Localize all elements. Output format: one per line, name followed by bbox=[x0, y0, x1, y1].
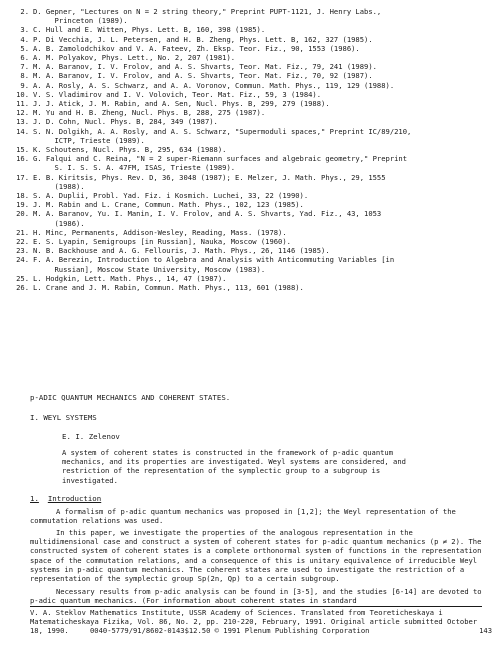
reference-number: 6. bbox=[20, 53, 29, 63]
reference-item bbox=[10, 283, 490, 292]
reference-number: 3. bbox=[20, 25, 29, 35]
footnote-rule bbox=[30, 606, 482, 607]
reference-item bbox=[10, 25, 490, 34]
reference-item bbox=[10, 99, 490, 108]
reference-number: 18. bbox=[16, 191, 29, 201]
paragraph-3-text: Necessary results from p-adic analysis can be found in [3-5], and the studies [6-14] are devoted to p-adic quantum mechanics. (For information about coherent states in standard bbox=[30, 587, 482, 606]
reference-item bbox=[10, 145, 490, 154]
intro-title: Introduction bbox=[47, 494, 102, 503]
reference-item bbox=[10, 53, 490, 62]
reference-item bbox=[10, 44, 490, 53]
reference-number: 11. bbox=[16, 99, 29, 109]
reference-text: L. Crane and J. M. Rabin, Commun. Math. Phys., 113, 601 (1988). bbox=[33, 283, 304, 293]
copyright-line: 0040-5779/91/8602-0143$12.50 © 1991 Plenum Publishing Corporation bbox=[90, 626, 370, 635]
reference-number: 20. bbox=[16, 209, 29, 219]
reference-text: V. S. Vladimirov and I. V. Volovich, Teor. Mat. Fiz., 59, 3 (1984). bbox=[33, 89, 322, 99]
reference-text: A. M. Polyakov, Phys. Lett., No. 2, 207 (1981). bbox=[33, 53, 236, 63]
reference-number: 9. bbox=[20, 80, 29, 90]
reference-item bbox=[10, 209, 490, 227]
reference-item bbox=[10, 71, 490, 80]
reference-text: E. S. Lyapin, Semigroups [in Russian], Nauka, Moscow (1960). bbox=[33, 237, 291, 247]
reference-item bbox=[10, 62, 490, 71]
reference-item bbox=[10, 173, 490, 191]
reference-item bbox=[10, 255, 490, 273]
reference-text: P. Di Vecchia, J. L. Petersen, and H. B. Zheng, Phys. Lett. B, 162, 327 (1985). bbox=[33, 34, 373, 44]
reference-item bbox=[10, 246, 490, 255]
reference-item bbox=[10, 90, 490, 99]
intro-number: 1. bbox=[30, 494, 39, 503]
paragraph-2 bbox=[30, 528, 482, 583]
reference-number: 5. bbox=[20, 43, 29, 53]
reference-text: M. Yu and H. B. Zheng, Nucl. Phys. B, 288, 275 (1987). bbox=[33, 108, 266, 118]
reference-text: S. N. Dolgikh, A. A. Rosly, and A. S. Schwarz, "Supermoduli spaces," Preprint IC/89/210, ICTP, Trieste (1989). bbox=[33, 126, 412, 145]
reference-number: 19. bbox=[16, 200, 29, 210]
reference-number: 16. bbox=[16, 154, 29, 164]
reference-number: 25. bbox=[16, 273, 29, 283]
page-footer bbox=[30, 626, 492, 635]
reference-text: H. Minc, Permanents, Addison-Wesley, Reading, Mass. (1978). bbox=[33, 227, 287, 237]
intro-heading bbox=[30, 494, 101, 503]
reference-item bbox=[10, 237, 490, 246]
reference-item bbox=[10, 81, 490, 90]
paragraph-2-text: In this paper, we investigate the properties of the analogous representation in the multidimensional case and construct a system of coherent states for p-adic quantum mechanics (p ≠ 2). The constructed system of coherent states is a complete orthonormal system of functions in the representation space of the commutation relations, and a consequence of this is unitary equivalence of irreducible Weyl systems in p-adic quantum mechanics. The coherent states are used to investigate the restriction of a representation of the symplectic group Sp(2n, Qp) to a certain subgroup. bbox=[30, 528, 482, 584]
abstract: A system of coherent states is constructed in the framework of p-adic quantum mechanics, and its properties are investigated. Weyl systems are considered, and restriction of the representation of the symplectic group to a subgroup is investigated. bbox=[62, 448, 406, 485]
article-title: p-ADIC QUANTUM MECHANICS AND COHERENT STATES. bbox=[30, 393, 231, 402]
footnote: V. A. Steklov Mathematics Institute, USSR Academy of Sciences. Translated from Teoreticheskaya i Matematicheskaya Fizika, Vol. 86, No. 2, pp. 210-220, February, 1991. Original article submitted October 18, 1990. bbox=[30, 608, 478, 636]
reference-item bbox=[10, 154, 490, 172]
reference-number: 23. bbox=[16, 246, 29, 256]
reference-item bbox=[10, 117, 490, 126]
reference-item bbox=[10, 200, 490, 209]
reference-number: 14. bbox=[16, 126, 29, 136]
reference-number: 26. bbox=[16, 283, 29, 293]
reference-number: 24. bbox=[16, 255, 29, 265]
author-name: E. I. Zelenov bbox=[62, 432, 120, 441]
reference-text: M. A. Baranov, I. V. Frolov, and A. S. Shvarts, Teor. Mat. Fiz., 79, 241 (1989). bbox=[33, 62, 377, 72]
reference-item bbox=[10, 127, 490, 145]
reference-number: 2. bbox=[20, 7, 29, 16]
reference-text: G. Falqui and C. Reina, "N = 2 super-Riemann surfaces and algebraic geometry," Preprint S. I. S. S. A. 47FM, ISAS, Trieste (1989). bbox=[33, 154, 408, 173]
section-heading: I. WEYL SYSTEMS bbox=[30, 413, 97, 422]
reference-number: 22. bbox=[16, 237, 29, 247]
reference-text: M. A. Baranov, I. V. Frolov, and A. S. Shvarts, Teor. Mat. Fiz., 70, 92 (1987). bbox=[33, 71, 373, 81]
paragraph-1 bbox=[30, 507, 482, 525]
paragraph-3 bbox=[30, 587, 482, 605]
reference-text: K. Schoutens, Nucl. Phys. B, 295, 634 (1988). bbox=[33, 145, 227, 155]
reference-item bbox=[10, 108, 490, 117]
reference-text: S. A. Duplii, Probl. Yad. Fiz. i Kosmich. Luchei, 33, 22 (1990). bbox=[33, 191, 309, 201]
reference-number: 17. bbox=[16, 172, 29, 182]
reference-list bbox=[10, 7, 490, 292]
reference-text: A. A. Rosly, A. S. Schwarz, and A. A. Voronov, Commun. Math. Phys., 119, 129 (1988). bbox=[33, 80, 395, 90]
reference-number: 15. bbox=[16, 145, 29, 155]
reference-text: A. B. Zamolodchikov and V. A. Fateev, Zh. Eksp. Teor. Fiz., 90, 1553 (1986). bbox=[33, 43, 360, 53]
reference-item bbox=[10, 228, 490, 237]
reference-text: D. Gepner, "Lectures on N = 2 string theory," Preprint PUPT-1121, J. Henry Labs., Princeton (1989). bbox=[33, 7, 382, 26]
reference-number: 7. bbox=[20, 62, 29, 72]
reference-text: J. D. Cohn, Nucl. Phys. B, 284, 349 (1987). bbox=[33, 117, 218, 127]
reference-text: L. Hodgkin, Lett. Math. Phys., 14, 47 (1987). bbox=[33, 273, 227, 283]
reference-item bbox=[10, 7, 490, 25]
reference-text: N. B. Backhouse and A. G. Fellouris, J. Math. Phys., 26, 1146 (1985). bbox=[33, 246, 330, 256]
reference-text: E. B. Kiritsis, Phys. Rev. D, 36, 3048 (1987); E. Melzer, J. Math. Phys., 29, 1555 (1988). bbox=[33, 172, 386, 191]
page-number: 143 bbox=[479, 626, 492, 635]
reference-number: 13. bbox=[16, 117, 29, 127]
reference-text: F. A. Berezin, Introduction to Algebra and Analysis with Anticommuting Variables [in Russian], Moscow State University, Moscow (1983). bbox=[33, 255, 395, 274]
reference-item bbox=[10, 35, 490, 44]
reference-item bbox=[10, 274, 490, 283]
reference-text: M. A. Baranov, Yu. I. Manin, I. V. Frolov, and A. S. Shvarts, Yad. Fiz., 43, 1053 (1986). bbox=[33, 209, 382, 228]
reference-text: C. Hull and E. Witten, Phys. Lett. B, 160, 398 (1985). bbox=[33, 25, 266, 35]
reference-number: 12. bbox=[16, 108, 29, 118]
reference-item bbox=[10, 191, 490, 200]
reference-text: J. J. Atick, J. M. Rabin, and A. Sen, Nucl. Phys. B, 299, 279 (1988). bbox=[33, 99, 330, 109]
reference-number: 21. bbox=[16, 227, 29, 237]
reference-number: 8. bbox=[20, 71, 29, 81]
reference-number: 10. bbox=[16, 89, 29, 99]
paragraph-1-text: A formalism of p-adic quantum mechanics was proposed in [1,2]; the Weyl representation of the commutation relations was used. bbox=[30, 507, 456, 526]
reference-text: J. M. Rabin and L. Crane, Commun. Math. Phys., 102, 123 (1985). bbox=[33, 200, 304, 210]
reference-number: 4. bbox=[20, 34, 29, 44]
